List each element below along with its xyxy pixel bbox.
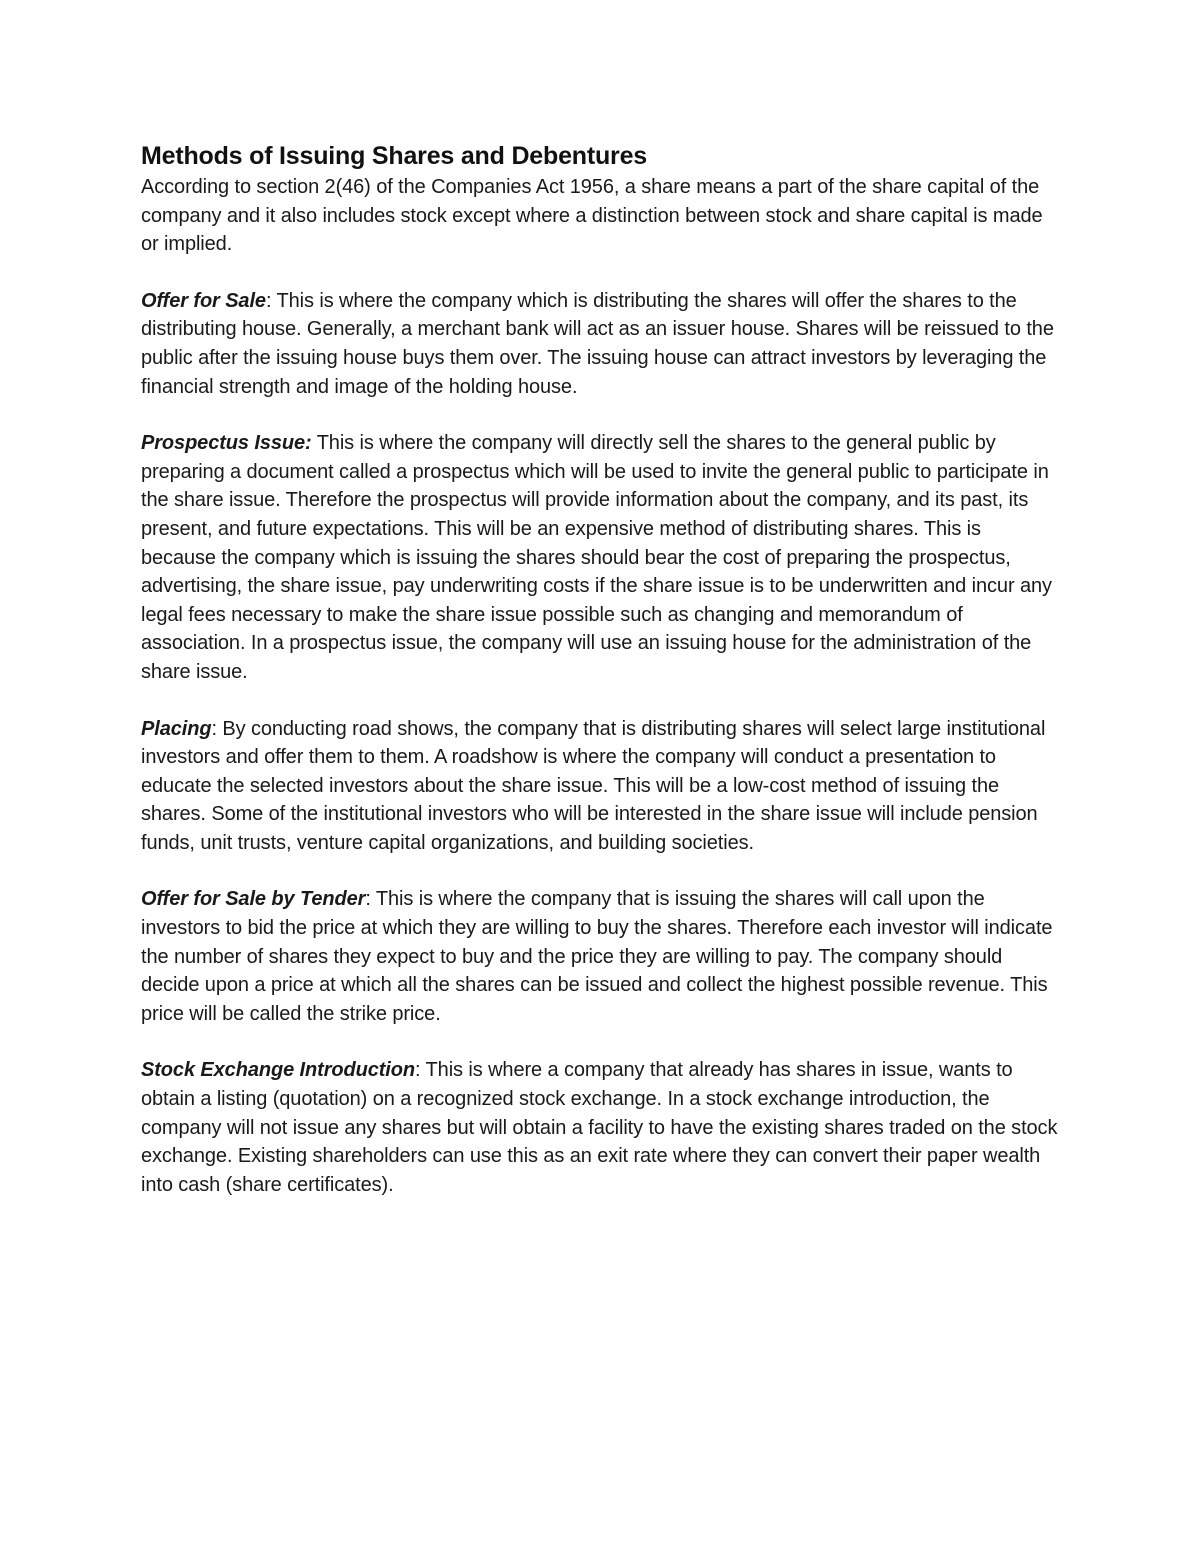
section-stock-exchange-introduction [141, 1056, 1061, 1199]
section-text: : This is where a company that already has shares in issue, wants to obtain a listing (quotation) on a recognized stock exchange. In a stock exchange introduction, the company will not issue any shares but will obtain a facility to have the existing shares traded on the stock exchange. Existing shareholders can use this as an exit rate where they can convert their paper wealth into cash (share certificates). [141, 1059, 1058, 1196]
section-text: This is where the company will directly sell the shares to the general public by preparing a document called a prospectus which will be used to invite the general public to participate in the share issue. Therefore the prospectus will provide information about the company, and its past, its present, and future expectations. This will be an expensive method of distributing shares. This is because the company which is issuing the shares should bear the cost of preparing the prospectus, advertising, the share issue, pay underwriting costs if the share issue is to be underwritten and incur any legal fees necessary to make the share issue possible such as changing and memorandum of association. In a prospectus issue, the company will use an issuing house for the administration of the share issue. [141, 432, 1052, 683]
section-term: Offer for Sale [141, 289, 266, 312]
section-term: Offer for Sale by Tender [141, 888, 366, 911]
section-offer-for-sale-by-tender [141, 885, 1061, 1028]
section-offer-for-sale [141, 287, 1061, 401]
section-text: : This is where the company that is issuing the shares will call upon the investors to bid the price at which they are willing to buy the shares. Therefore each investor will indicate the number of shares they expect to buy and the price they are willing to pay. The company should decide upon a price at which all the shares can be issued and collect the highest possible revenue. This price will be called the strike price. [141, 888, 1053, 1025]
section-text: : By conducting road shows, the company that is distributing shares will select large institutional investors and offer them to them. A roadshow is where the company will conduct a presentation to educate the selected investors about the share issue. This will be a low-cost method of issuing the shares. Some of the institutional investors who will be interested in the share issue will include pension funds, unit trusts, venture capital organizations, and building societies. [141, 717, 1046, 854]
section-term: Stock Exchange Introduction [141, 1059, 415, 1082]
section-prospectus-issue [141, 429, 1061, 686]
section-term: Placing [141, 717, 212, 740]
section-term: Prospectus Issue: [141, 432, 312, 455]
intro-paragraph: According to section 2(46) of the Companies Act 1956, a share means a part of the share capital of the company and it also includes stock except where a distinction between stock and share capital is made or implied. [141, 176, 1043, 256]
section-text: : This is where the company which is distributing the shares will offer the shares to the distributing house. Generally, a merchant bank will act as an issuer house. Shares will be reissued to the public after the issuing house buys them over. The issuing house can attract investors by leveraging the financial strength and image of the holding house. [141, 289, 1054, 398]
section-placing [141, 715, 1061, 858]
document-title: Methods of Issuing Shares and Debentures [141, 142, 647, 170]
document-page [141, 140, 1061, 1227]
